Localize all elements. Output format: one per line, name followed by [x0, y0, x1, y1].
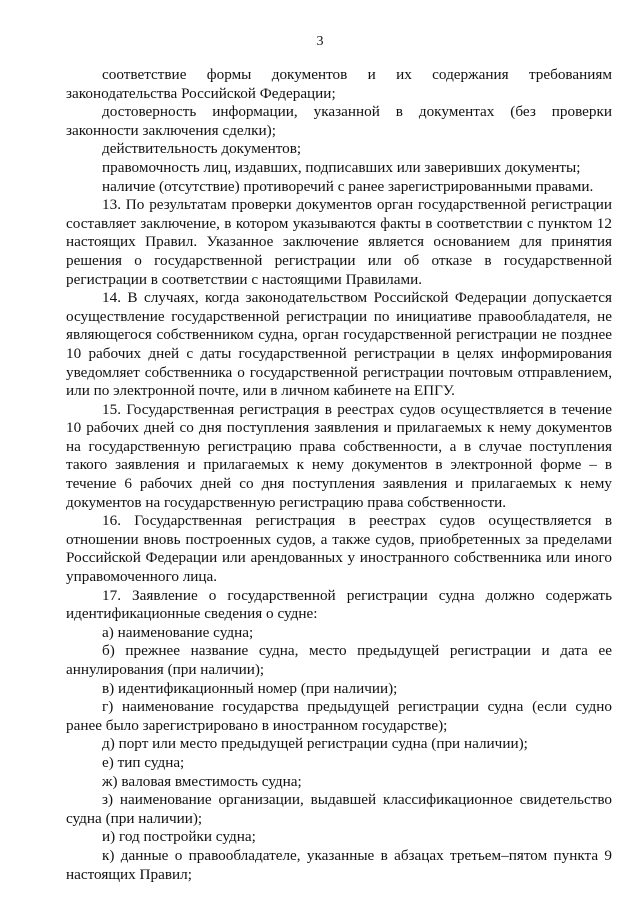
list-item-zh: ж) валовая вместимость судна;	[102, 772, 302, 790]
paragraph-15: 15. Государственная регистрация в реестрах судов осуществляется в течение 10 рабочих дней со дня поступления заявления и прилагаемых к нему документов на государственную регистрацию права собственности, а в случае поступления такого заявления и прилагаемых к нему документов в электронной форме – в течение 6 рабочих дней со дня поступления заявления и прилагаемых к нему документов на государственную регистрацию права собственности.	[66, 400, 612, 511]
paragraph-17: 17. Заявление о государственной регистрации судна должно содержать идентификационные сведения о судне:	[66, 586, 612, 623]
list-item-i: и) год постройки судна;	[102, 828, 256, 846]
document-body	[66, 66, 612, 884]
paragraph-14: 14. В случаях, когда законодательством Российской Федерации допускается осуществление государственной регистрации по инициативе правообладателя, не являющегося собственником судна, орган государственной регистрации не позднее 10 рабочих дней с даты государственной регистрации в целях информирования уведомляет собственника о государственной регистрации почтовым отправлением, или по электронной почте, или в личном кабинете на ЕПГУ.	[66, 289, 612, 400]
list-item-z: з) наименование организации, выдавшей классификационное свидетельство судна (при наличии);	[66, 791, 612, 827]
paragraph-16: 16. Государственная регистрация в реестрах судов осуществляется в отношении вновь построенных судов, а также судов, приобретенных за пределами Российской Федерации или арендованных у иностранного собственника или иного управомоченного лица.	[66, 512, 612, 586]
list-item-b: б) прежнее название судна, место предыдущей регистрации и дата ее аннулирования (при наличии);	[66, 642, 612, 678]
paragraph-doc-validity: действительность документов;	[102, 140, 302, 158]
paragraph-13: 13. По результатам проверки документов орган государственной регистрации составляет заключение, в котором указываются факты в соответствии с пунктом 12 настоящих Правил. Указанное заключение является основанием для принятия решения о государственной регистрации или об отказе в государственной регистрации в соответствии с настоящими Правилами.	[66, 196, 612, 288]
list-item-a: а) наименование судна;	[102, 623, 254, 641]
list-item-k: к) данные о правообладателе, указанные в абзацах третьем–пятом пункта 9 настоящих Правил;	[66, 846, 612, 883]
paragraph-form-compliance: соответствие формы документов и их содержания требованиям законодательства Российской Федерации;	[66, 66, 612, 102]
list-item-v: в) идентификационный номер (при наличии);	[102, 679, 398, 697]
paragraph-rights-conflicts: наличие (отсутствие) противоречий с ранее зарегистрированными правами.	[102, 177, 594, 195]
list-item-g: г) наименование государства предыдущей регистрации судна (если судно ранее было зарегистрировано в иностранном государстве);	[66, 698, 612, 734]
page-number: 3	[316, 34, 324, 49]
list-item-d: д) порт или место предыдущей регистрации судна (при наличии);	[102, 735, 528, 753]
paragraph-signer-authority: правомочность лиц, издавших, подписавших или заверивших документы;	[102, 158, 581, 176]
paragraph-info-accuracy: достоверность информации, указанной в документах (без проверки законности заключения сделки);	[66, 103, 612, 139]
list-item-e: е) тип судна;	[102, 753, 185, 771]
